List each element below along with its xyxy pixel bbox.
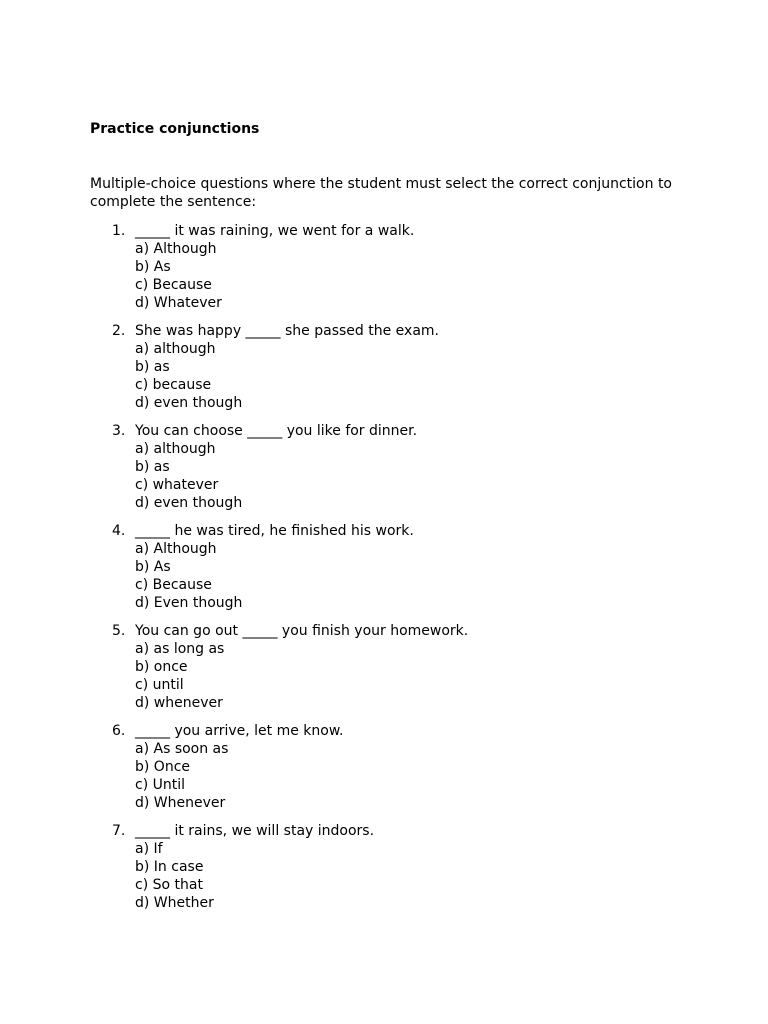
option-d: d) whenever <box>135 695 223 711</box>
option-b: b) In case <box>135 859 204 875</box>
intro-text: Multiple-choice questions where the student must select the correct conjunction to complete the sentence: <box>90 176 672 210</box>
question-number: 3. <box>112 423 126 439</box>
option-a: a) although <box>135 341 216 357</box>
option-b: b) as <box>135 459 170 475</box>
question-text: _____ it was raining, we went for a walk. <box>135 223 415 239</box>
option-c: c) whatever <box>135 477 219 493</box>
option-d: d) Whenever <box>135 795 226 811</box>
question-text: She was happy _____ she passed the exam. <box>135 323 439 339</box>
option-c: c) Because <box>135 277 212 293</box>
question-number: 4. <box>112 523 126 539</box>
option-c: c) because <box>135 377 212 393</box>
option-b: b) as <box>135 359 170 375</box>
option-d: d) even though <box>135 395 243 411</box>
question-text: _____ it rains, we will stay indoors. <box>135 823 375 839</box>
option-a: a) as long as <box>135 641 225 657</box>
question-list <box>90 222 690 912</box>
question-item <box>90 822 690 912</box>
page-title: Practice conjunctions <box>90 121 260 137</box>
question-item <box>90 222 690 312</box>
question-text: You can go out _____ you finish your homework. <box>135 623 469 639</box>
option-b: b) As <box>135 259 171 275</box>
option-d: d) Whatever <box>135 295 222 311</box>
question-item <box>90 322 690 412</box>
question-number: 1. <box>112 223 126 239</box>
question-text: _____ he was tired, he finished his work. <box>135 523 414 539</box>
option-a: a) although <box>135 441 216 457</box>
question-number: 5. <box>112 623 126 639</box>
option-c: c) Until <box>135 777 185 793</box>
option-b: b) As <box>135 559 171 575</box>
option-a: a) Although <box>135 541 217 557</box>
option-c: c) So that <box>135 877 203 893</box>
option-b: b) once <box>135 659 188 675</box>
question-number: 6. <box>112 723 126 739</box>
option-c: c) Because <box>135 577 212 593</box>
question-item <box>90 522 690 612</box>
document-page <box>90 120 690 922</box>
option-d: d) Even though <box>135 595 243 611</box>
question-item <box>90 422 690 512</box>
question-number: 2. <box>112 323 126 339</box>
option-d: d) even though <box>135 495 243 511</box>
option-a: a) If <box>135 841 163 857</box>
question-number: 7. <box>112 823 126 839</box>
question-text: _____ you arrive, let me know. <box>135 723 344 739</box>
option-a: a) As soon as <box>135 741 229 757</box>
question-item <box>90 622 690 712</box>
option-b: b) Once <box>135 759 191 775</box>
option-c: c) until <box>135 677 184 693</box>
question-text: You can choose _____ you like for dinner. <box>135 423 418 439</box>
option-d: d) Whether <box>135 895 214 911</box>
option-a: a) Although <box>135 241 217 257</box>
question-item <box>90 722 690 812</box>
